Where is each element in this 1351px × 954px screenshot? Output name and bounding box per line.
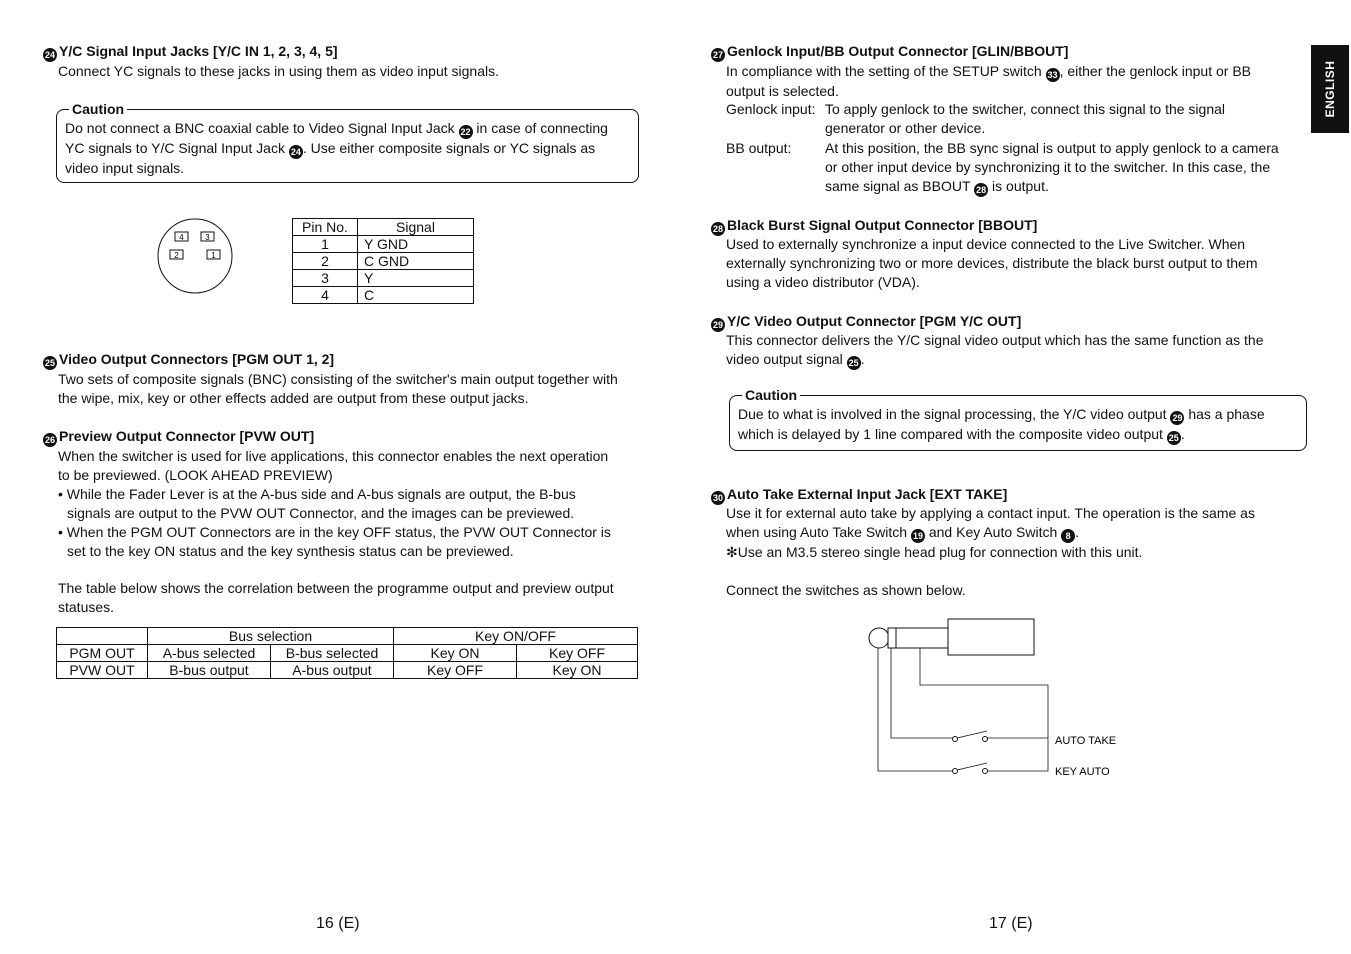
status-cell: A-bus output [271,662,394,679]
switch-1-lever [957,731,987,738]
table-row [293,253,474,270]
callout-8-icon: 8 [1061,529,1075,543]
section-29-text [726,331,1264,370]
status-cell: A-bus selected [148,645,271,662]
callout-28-icon: 28 [976,185,987,195]
callout-22-icon: 22 [460,127,471,137]
pin-number: 2 [293,253,358,270]
text-run: same signal as BBOUT [825,178,975,194]
pin-2-label: 2 [174,251,179,260]
page-number-left: 16 (E) [316,915,360,932]
text-run: when using Auto Take Switch [726,524,911,540]
switch-2-contact-b [983,769,988,774]
genlock-input-desc [825,100,1225,138]
caution-label-1: Caution [69,101,127,117]
section-25-title: Video Output Connectors [PGM OUT 1, 2] [59,351,335,367]
caution-1-text [65,119,608,177]
callout-29-icon: 29 [1172,413,1183,423]
section-26-line: The table below shows the correlation between the programme output and preview output [58,580,614,596]
callout-19-icon: 19 [912,531,923,541]
plug-body [948,619,1034,655]
yc-connector-pin-diagram [150,215,240,300]
bb-output-label: BB output: [726,140,792,156]
desc-line: At this position, the BB sync signal is output to apply genlock to a camera [825,140,1279,156]
section-30-line: ✻Use an M3.5 stereo single head plug for connection with this unit. [726,544,1143,560]
bb-output-desc [825,139,1279,197]
section-27-heading [711,42,1068,62]
table-row [57,662,638,679]
section-30-text [726,504,1255,600]
pin-signal: C GND [358,253,474,270]
text-run: and Key Auto Switch [924,524,1062,540]
section-26-title: Preview Output Connector [PVW OUT] [59,428,315,444]
status-table-group-bus: Bus selection [148,628,394,645]
pin-table-header-pin: Pin No. [293,219,358,236]
table-row [293,287,474,304]
callout-25-icon: 25 [44,358,55,368]
section-29-heading [711,312,1021,332]
section-26-heading [43,427,314,447]
language-tab-label: ENGLISH [1323,60,1337,118]
status-cell: Key ON [394,645,517,662]
status-cell: Key OFF [394,662,517,679]
connector-outline [158,219,232,293]
bullet-item: • While the Fader Lever is at the A-bus side and A-bus signals are output, the B-bus [58,486,576,502]
bullet-item-cont: signals are output to the PVW OUT Connector, and the images can be previewed. [67,505,575,521]
genlock-input-label: Genlock input: [726,101,816,117]
text-run: has a phase [1184,406,1265,422]
ext-take-wiring-diagram [860,612,1130,787]
caution-1-text-d: . Use either composite signals or YC signals as [302,140,596,156]
page-number-right: 17 (E) [989,915,1033,932]
pin-signal: Y GND [358,236,474,253]
wire-key-auto [878,648,953,771]
pin-signal: Y [358,270,474,287]
desc-line: To apply genlock to the switcher, connect this signal to the signal [825,101,1226,117]
section-27-text [726,62,1251,101]
section-28-heading [711,216,1037,236]
callout-25-icon: 25 [1168,433,1179,443]
pin-4-label: 4 [179,233,184,242]
wire-auto-take [891,648,953,738]
caution-1-text-b: in case of connecting [472,120,608,136]
text-run: , either the genlock input or BB [1059,63,1252,79]
section-25-line: the wipe, mix, key or other effects added are output from these output jacks. [58,390,529,406]
section-24-text: Connect YC signals to these jacks in using them as video input signals. [58,63,499,79]
status-cell: B-bus output [148,662,271,679]
table-row [57,645,638,662]
text-run: . [860,351,865,367]
status-cell: Key ON [517,662,638,679]
pin-3-label: 3 [205,233,210,242]
table-row [293,219,474,236]
switch-2-contact-a [953,769,958,774]
caution-1-text-e: video input signals. [65,160,185,176]
section-30-heading [711,485,1007,505]
pin-table-header-signal: Signal [358,219,474,236]
callout-26-icon: 26 [44,435,55,445]
pin-table [292,218,474,304]
plug-head [869,628,889,648]
text-run: video output signal [726,351,847,367]
section-26-line: statuses. [58,599,115,615]
text-run: Due to what is involved in the signal processing, the Y/C video output [738,406,1171,422]
text-run: is output. [988,178,1049,194]
section-30-title: Auto Take External Input Jack [EXT TAKE] [727,486,1008,502]
caution-line [738,405,1265,425]
status-cell: PGM OUT [57,645,148,662]
text-run: In compliance with the setting of the SETUP switch [726,63,1046,79]
caution-box-2 [729,387,1307,451]
desc-line: or other input device by synchronizing it to the switcher. In this case, the [825,159,1271,175]
status-cell: Key OFF [517,645,638,662]
status-table [56,627,638,679]
callout-27-icon: 27 [712,50,723,60]
section-30-line: Use it for external auto take by applying a contact input. The operation is the same as [726,505,1255,521]
section-27-line: output is selected. [726,83,839,99]
caution-1-text-a: Do not connect a BNC coaxial cable to Video Signal Input Jack [65,120,459,136]
table-row [293,236,474,253]
section-26-line: to be previewed. (LOOK AHEAD PREVIEW) [58,467,333,483]
callout-28-icon: 28 [712,224,723,234]
section-26-text [58,447,614,617]
pin-1-label: 1 [211,251,216,260]
bullet-item-cont: set to the key ON status and the key synthesis status can be previewed. [67,543,514,559]
bullet-item: • When the PGM OUT Connectors are in the key OFF status, the PVW OUT Connector is [58,524,611,540]
section-27-line [726,62,1251,82]
section-25-heading [43,350,334,370]
caution-1-text-c: YC signals to Y/C Signal Input Jack [65,140,289,156]
switch-1-contact-b [983,737,988,742]
section-28-line: Used to externally synchronize a input device connected to the Live Switcher. When [726,236,1246,252]
section-27-title: Genlock Input/BB Output Connector [GLIN/BBOUT] [727,43,1069,59]
section-24-heading [43,42,338,62]
section-28-line: using a video distributor (VDA). [726,274,920,290]
pin-number: 4 [293,287,358,304]
caution-box-1 [56,101,639,183]
callout-24-icon: 24 [44,50,55,60]
section-25-line: Two sets of composite signals (BNC) consisting of the switcher's main output together with [58,371,618,387]
section-25-text [58,370,618,408]
text-run: . [1075,524,1080,540]
callout-30-icon: 30 [712,493,723,503]
status-table-group-key: Key ON/OFF [394,628,638,645]
status-cell: B-bus selected [271,645,394,662]
pin-number: 3 [293,270,358,287]
caution-2-text [738,405,1265,445]
table-row [293,270,474,287]
text-run: . [1180,426,1185,442]
wire-common [920,648,1048,771]
section-24-title: Y/C Signal Input Jacks [Y/C IN 1, 2, 3, 4, 5] [59,43,338,59]
section-29-line [726,350,1264,370]
pin-number: 1 [293,236,358,253]
table-row [57,628,638,645]
section-30-line: Connect the switches as shown below. [726,582,966,598]
section-28-title: Black Burst Signal Output Connector [BBOUT] [727,217,1038,233]
caution-label-2: Caution [742,387,800,403]
language-tab [1311,45,1349,133]
switch-2-lever [957,763,987,770]
callout-24-icon: 24 [290,147,301,157]
caution-line [738,425,1265,445]
status-table-corner [57,628,148,645]
auto-take-label: AUTO TAKE [1055,735,1117,747]
pin-signal: C [358,287,474,304]
key-auto-label: KEY AUTO [1055,766,1110,778]
section-28-text [726,235,1257,292]
callout-33-icon: 33 [1047,70,1058,80]
section-30-line [726,523,1255,543]
desc-line [825,177,1279,197]
section-29-line: This connector delivers the Y/C signal video output which has the same function as the [726,332,1264,348]
text-run: which is delayed by 1 line compared with the composite video output [738,426,1167,442]
callout-29-icon: 29 [712,320,723,330]
section-29-title: Y/C Video Output Connector [PGM Y/C OUT] [727,313,1022,329]
plug-sleeve [888,628,896,648]
callout-25-icon: 25 [848,358,859,368]
section-28-line: externally synchronizing two or more devices, distribute the black burst output to them [726,255,1258,271]
section-26-line: When the switcher is used for live applications, this connector enables the next operation [58,448,609,464]
desc-line: generator or other device. [825,120,986,136]
switch-1-contact-a [953,737,958,742]
status-cell: PVW OUT [57,662,148,679]
